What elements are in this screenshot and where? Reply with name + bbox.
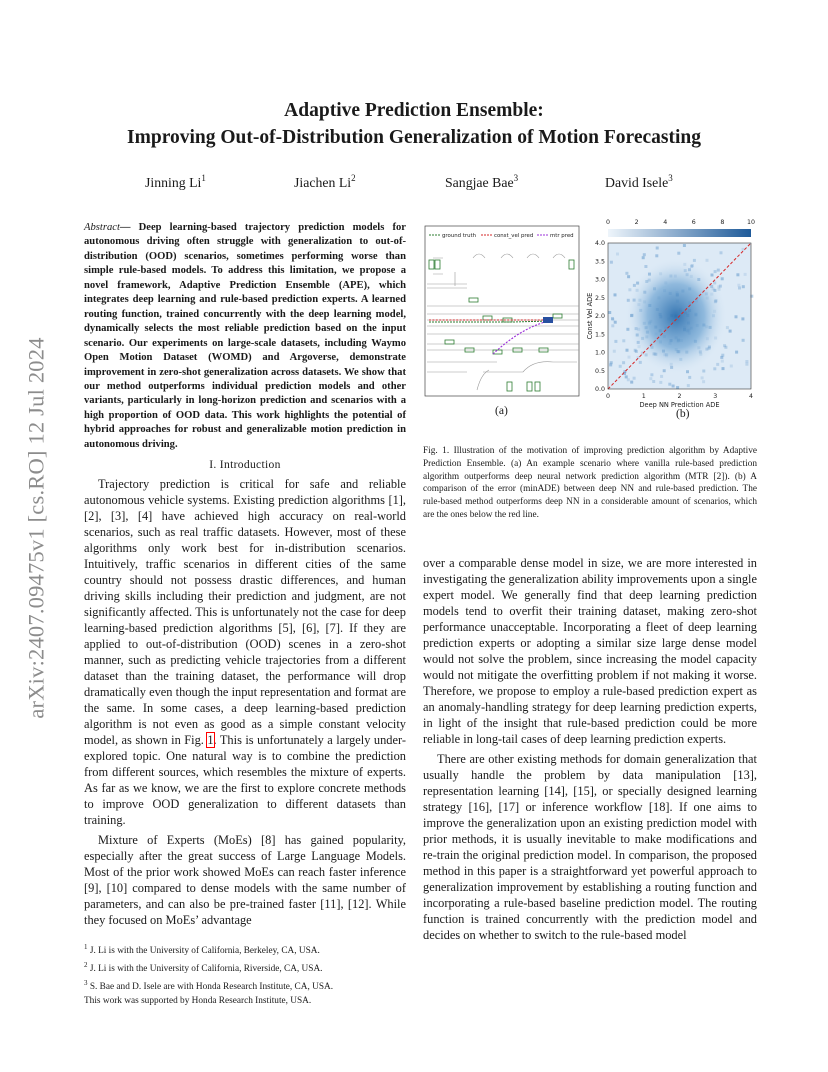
left-column-body [84, 476, 406, 932]
colorbar-gradient [608, 229, 751, 237]
density-cell [628, 356, 631, 359]
density-cell [659, 381, 662, 384]
density-cell [608, 311, 611, 314]
density-cell [630, 381, 633, 384]
density-cell [745, 360, 748, 363]
density-cell [611, 317, 614, 320]
density-cell [614, 293, 617, 296]
legend-mtr-label: mtr pred [550, 233, 574, 239]
density-cell [742, 339, 745, 342]
y-tick-label: 2.0 [594, 313, 605, 320]
abstract-dash: — [119, 222, 139, 233]
right-paragraph-2: There are other existing methods for domain generalization that usually handle the problem by data manipulation [13], representation learning [14], [15], or specially designed learning strategy [16], [17] or inference workflow [18]. If one aims to improve the generalization upon an existing prediction model with prior methods, it is usually inevitable to make modifications and re-train the original prediction model. In comparison, the proposed method in this paper is a straightforward yet powerful approach to generalization improvement by establishing a routing function and incorporating a rule-based baseline prediction model. The routing function is trained concurrently with the prediction model and decides on whether to switch to the rule-based model [423, 752, 757, 942]
scenario-frame [425, 226, 579, 396]
colorbar-tick-label: 2 [634, 219, 639, 226]
density-cell [649, 377, 652, 380]
y-tick-label: 3.5 [594, 258, 605, 266]
legend-const-vel-label: const_vel pred [494, 233, 534, 239]
scenario-legend [429, 233, 574, 239]
footnote-text: This work was supported by Honda Research Institute, USA. [84, 996, 312, 1007]
intro-paragraph-1-text-a: Trajectory prediction is critical for safe and reliable autonomous vehicle systems. Existing prediction algorithms [1], [2], [3], [4] have achieved high accuracy on real-world scenarios, such as real traffic datasets. However, most of these algorithms only work best for in-distribution scenarios. Intuitively, traffic scenarios in different cities of the same country should not possess drastic differences, and human driving skills including their prediction and judgment, are not significantly affected. This is unfortunately not the case for deep learning-based prediction algorithms [5], [6], [7]. If they are applied to out-of-distribution (OOD) scenes in a zero-shot manner, such as predicting vehicle trajectories from a different dataset than the training dataset, the performance will drop dramatically even though the input representation and format are the same. In some cases, a deep learning-based prediction algorithm is not even as good as a simple constant velocity model, as shown in Fig. [84, 477, 406, 747]
footnote-text: J. Li is with the University of California, Berkeley, CA, USA. [87, 946, 320, 956]
affiliation-mark: 3 [668, 173, 673, 183]
density-cell [611, 324, 614, 327]
density-cell [627, 275, 630, 278]
plot-area [608, 243, 753, 389]
figure-1-caption: Fig. 1. Illustration of the motivation of improving prediction algorithm by Adaptive Prediction Ensemble. (a) An example scenario where vanilla rule-based prediction algorithm outperforms deep neural network prediction algorithm (MTR [2]). (b) A comparison of the error (minADE) between deep NN and rule-based prediction. The rule-based method outperforms deep NN in a considerable amount of scenarios, which are the ones below the red line. [423, 446, 757, 520]
scenario-plot [423, 222, 583, 400]
heatmap-chart [586, 215, 757, 413]
x-tick-label: 3 [713, 393, 718, 400]
footnote-2 [84, 958, 406, 976]
density-cell [716, 363, 719, 366]
density-cell [721, 277, 724, 280]
subfigure-b-label: (b) [676, 407, 690, 420]
arxiv-identifier [19, 300, 55, 755]
density-cell [735, 315, 738, 318]
density-cell [744, 273, 747, 276]
y-tick-label: 2.5 [594, 294, 605, 302]
figure-reference-link[interactable]: 1 [207, 733, 214, 747]
density-cell [627, 378, 630, 381]
ego-vehicle [543, 317, 553, 323]
footnote-mark: 1 [84, 943, 88, 951]
density-cell [720, 251, 723, 254]
footnote-text: S. Bae and D. Isele are with Honda Research Institute, CA, USA. [87, 982, 334, 993]
density-cell [730, 365, 733, 368]
density-cell [614, 340, 617, 343]
y-tick-label: 1.0 [594, 349, 605, 357]
density-cell [610, 361, 613, 364]
density-cell [642, 256, 645, 259]
right-paragraph-1: over a comparable dense model in size, we are more interested in investigating the generalization ability improvements upon a single expert model. We generally find that deep learning prediction models tend to overfit their training dataset, making zero-shot performance unacceptable. Incorporating a fleet of deep learning prediction experts or adopting a similar size large dense model would not solve the problem, since increasing the model capacity would not mitigate the overfitting problem if not making it worse. Therefore, we propose to employ a rule-based prediction expert as an anomaly-handling strategy for deep learning prediction experts, in light of the insight that rule-based prediction could be more reliable in long-tail cases of deep learning prediction experts. [423, 556, 757, 746]
density-cell [742, 248, 745, 251]
affiliation-mark: 2 [351, 173, 356, 183]
footnote-text: J. Li is with the University of California, Riverside, CA, USA. [87, 964, 323, 975]
density-cell [721, 360, 724, 363]
density-cell [625, 272, 628, 275]
y-tick-label: 3.0 [594, 276, 605, 284]
density-cell [723, 344, 726, 347]
y-tick-label: 4.0 [594, 240, 605, 247]
footnote-mark: 3 [84, 979, 88, 988]
intro-paragraph-2: Mixture of Experts (MoEs) [8] has gained popularity, especially after the great success of Large Language Models. Most of the prior work showed MoEs can reach faster inference [9], [10] compared to dense models with the same number of parameters, and can also be pre-trained faster [11], [12]. While they focused on MoEs’ advantage [84, 833, 406, 927]
density-cell [714, 270, 717, 273]
footnote-3 [84, 976, 406, 994]
density-cell [742, 285, 745, 288]
author-name: Jinning Li [145, 175, 202, 190]
density-cell [745, 363, 748, 366]
author-1 [145, 173, 206, 191]
y-tick-label: 0.0 [594, 386, 605, 393]
colorbar-tick-label: 0 [605, 219, 611, 226]
density-cell [737, 284, 740, 287]
colorbar-tick-label: 10 [746, 219, 756, 226]
x-tick-label: 0 [605, 393, 611, 400]
author-2 [294, 173, 356, 191]
density-cell [741, 317, 744, 320]
density-cell [639, 361, 642, 364]
author-3 [445, 173, 518, 191]
intro-paragraph-1 [84, 476, 406, 828]
affiliation-mark: 3 [513, 173, 519, 183]
y-tick-label: 0.5 [594, 367, 605, 375]
funding-note [84, 994, 406, 1008]
author-name: Sangjae Bae [445, 175, 514, 190]
x-axis-label: Deep NN Prediction ADE [639, 401, 720, 409]
density-cell [736, 273, 739, 276]
density-cell [655, 254, 658, 257]
density-cell [613, 350, 616, 353]
y-axis-label: Const Vel ADE [586, 292, 594, 340]
x-tick-label: 4 [748, 393, 754, 400]
abstract-lead: Abstract [84, 222, 120, 233]
density-cell [701, 376, 704, 379]
arxiv-identifier-text: arXiv:2407.09475v1 [cs.RO] 12 Jul 2024 [24, 336, 50, 719]
density-cell [625, 375, 628, 378]
author-4 [605, 173, 673, 191]
y-tick-label: 1.5 [594, 331, 605, 339]
density-cell [672, 385, 675, 388]
density-cell [687, 384, 690, 387]
x-tick-label: 2 [677, 393, 682, 400]
density-cell [706, 259, 709, 262]
footnote-mark: 2 [84, 961, 88, 970]
title-line-1: Adaptive Prediction Ensemble: [284, 100, 544, 121]
density-cell [729, 330, 732, 333]
density-cell [622, 339, 625, 342]
legend-ground-truth-label: ground truth [442, 233, 477, 239]
density-cell [622, 361, 625, 364]
figure-1b-heatmap [586, 215, 757, 420]
colorbar [608, 229, 751, 237]
density-cell [683, 244, 686, 247]
abstract [84, 221, 406, 452]
density-cell [735, 351, 738, 354]
density-cell [738, 287, 741, 290]
density-cell [722, 367, 725, 370]
affiliation-mark: 1 [201, 173, 206, 183]
density-cell [702, 370, 705, 373]
density-cell [616, 253, 619, 256]
density-cell [677, 252, 680, 255]
density-cell [633, 377, 636, 380]
paper-title [60, 97, 768, 151]
title-line-2: Improving Out-of-Distribution Generalization of Motion Forecasting [127, 127, 701, 148]
footnotes [84, 940, 406, 1008]
density-cell [688, 376, 691, 379]
section-heading-introduction: I. Introduction [209, 458, 281, 471]
author-name: Jiachen Li [294, 175, 352, 190]
right-column-body [423, 555, 757, 947]
density-cell [619, 365, 622, 368]
density-cell [643, 253, 646, 256]
density-cell [660, 375, 663, 378]
density-cell [656, 247, 659, 250]
footnote-1 [84, 940, 406, 958]
figure-1a-scenario [423, 222, 583, 417]
density-cell [721, 354, 724, 357]
density-cell [650, 373, 653, 376]
x-tick-label: 1 [641, 393, 646, 400]
abstract-text: Deep learning-based trajectory prediction models for autonomous driving often struggle with generalization to out-of-distribution (OOD) scenarios, sometimes performing worse than simple rule-based models. To address this limitation, we propose a novel framework, Adaptive Prediction Ensemble (APE), which integrates deep learning and rule-based prediction experts. A learned routing function, trained concurrently with the deep learning model, dynamically selects the most reliable prediction based on the input scenario. Our experiments on large-scale datasets, including Waymo Open Motion Dataset (WOMD) and Argoverse, demonstrate improvement in zero-shot generalization across datasets. We show that our method outperforms individual prediction models and other variants, particularly in long-horizon prediction and scenarios with a high proportion of OOD data. This work highlights the potential of hybrid approaches for robust and generalizable motion prediction in autonomous driving. [84, 222, 406, 450]
density-cell [610, 261, 613, 264]
density-cell [644, 265, 647, 268]
density-cell [614, 321, 617, 324]
density-cell [626, 349, 629, 352]
colorbar-tick-label: 4 [663, 219, 668, 226]
y-axis-ticks [595, 240, 605, 393]
author-list [0, 173, 828, 193]
colorbar-tick-label: 6 [691, 219, 696, 226]
density-cell [713, 367, 716, 370]
density-cell [702, 380, 705, 383]
intro-paragraph-1-text-b: . This is unfortunately a largely under-explored topic. One natural way is to combine the prediction from different sources, which resembles the mixture of experts. As far as we know, we are the first to explore concrete methods to improve OOD generalization to different datasets than training. [84, 733, 406, 827]
density-cell [652, 380, 655, 383]
author-name: David Isele [605, 175, 669, 190]
subfigure-a-label: (a) [495, 404, 508, 417]
colorbar-tick-label: 8 [720, 219, 725, 226]
density-cell [676, 386, 679, 389]
density-cell [668, 383, 671, 386]
density-cell [717, 269, 720, 272]
colorbar-ticks [606, 219, 755, 226]
x-axis-ticks [606, 393, 753, 400]
